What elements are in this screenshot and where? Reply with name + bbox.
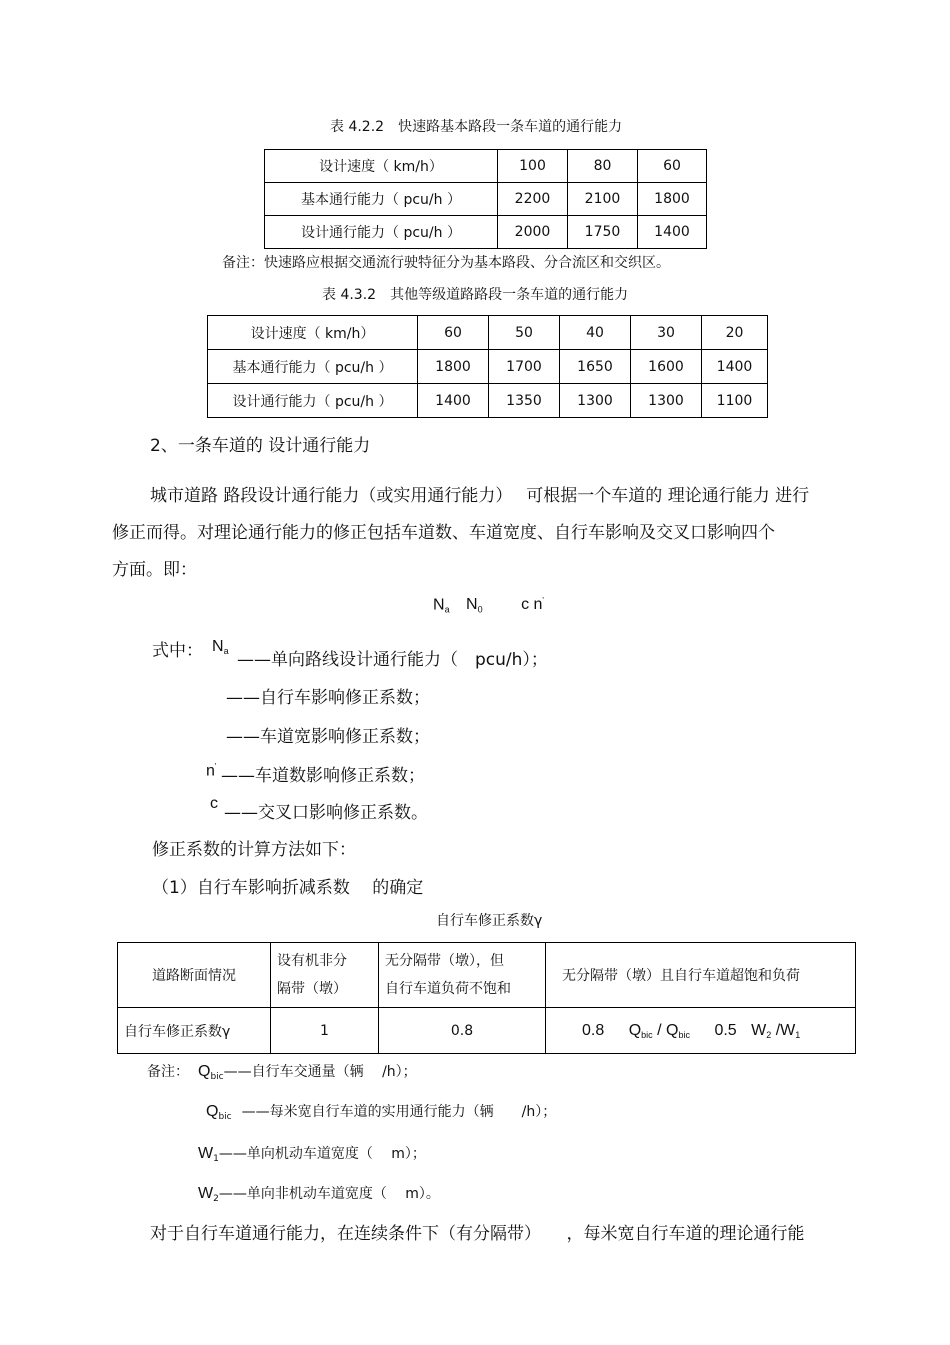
table2-cell: 1300: [631, 384, 702, 418]
table2-cell: 设计速度（ km/h）: [208, 316, 418, 350]
table2-cell: 30: [631, 316, 702, 350]
table3-header-cell: 设有机非分 隔带（墩）: [271, 943, 379, 1008]
formula-na: N: [433, 596, 445, 614]
table1-note: 备注：快速路应根据交通流行驶特征分为基本路段、分合流区和交织区。: [222, 255, 670, 271]
table2-cell: 1700: [489, 350, 560, 384]
table3-cell: 0.8: [379, 1008, 546, 1054]
table1-cell: 1400: [638, 216, 707, 249]
table2-cell: 40: [560, 316, 631, 350]
formula-n0-sub: 0: [477, 604, 483, 615]
definition-line: ——交叉口影响修正系数。: [224, 803, 428, 823]
table1: [264, 149, 707, 249]
paragraph-line: 城市道路 路段设计通行能力（或实用通行能力） 可根据一个车道的 理论通行能力 进行: [150, 486, 810, 506]
table2-cell: 1350: [489, 384, 560, 418]
table1-cell: 设计速度（ km/h）: [265, 150, 498, 183]
formula-prime: ': [542, 596, 544, 605]
table2-cell: 1300: [560, 384, 631, 418]
table3-caption: 自行车修正系数γ: [436, 913, 543, 929]
subheading: （1）自行车影响折减系数 的确定: [152, 878, 424, 898]
formula-n0: N: [466, 596, 478, 614]
table1-cell: 2200: [498, 183, 568, 216]
notes2-label: 备注：: [147, 1064, 189, 1080]
table3-header-cell: 无分隔带（墩）且自行车道超饱和负荷: [546, 943, 856, 1008]
method-intro: 修正系数的计算方法如下：: [152, 840, 356, 860]
table1-cell: 2100: [568, 183, 638, 216]
paragraph-line: 方面。即：: [112, 560, 197, 580]
table3: [117, 942, 856, 1054]
table2-cell: 1650: [560, 350, 631, 384]
note-w2: $W_2——$单向非机动车道宽度（ m）。: [198, 1185, 440, 1204]
table3-header-cell: 无分隔带（墩），但 自行车道负荷不饱和: [379, 943, 546, 1008]
formula: [433, 596, 544, 614]
table2-cell: 1100: [702, 384, 768, 418]
table2-cell: 1400: [418, 384, 489, 418]
paragraph-line: 修正而得。对理论通行能力的修正包括车道数、车道宽度、自行车影响及交叉口影响四个: [112, 523, 775, 543]
table1-cell: 60: [638, 150, 707, 183]
def-c-symbol: c: [210, 795, 218, 812]
table3-formula-cell: 0.8 $Q_{bic} / Q_{bic}$ 0.5 $W_2$ $/W_1$: [546, 1008, 856, 1054]
table1-cell: 100: [498, 150, 568, 183]
definition-line: ——车道数影响修正系数；: [221, 766, 425, 786]
def-n-symbol: n': [206, 762, 217, 780]
table2-cell: 设计通行能力（ pcu/h ）: [208, 384, 418, 418]
table2-cell: 20: [702, 316, 768, 350]
table1-cell: 基本通行能力（ pcu/h ）: [265, 183, 498, 216]
table2-cell: 1800: [418, 350, 489, 384]
note-q1: $Q_{bic}——$自行车交通量（辆 /h）；: [198, 1063, 417, 1082]
table1-cell: 设计通行能力（ pcu/h ）: [265, 216, 498, 249]
table3-cell: 自行车修正系数γ: [118, 1008, 271, 1054]
table2-cell: 1600: [631, 350, 702, 384]
table2-caption: 表 4.3.2 其他等级道路路段一条车道的通行能力: [322, 287, 629, 303]
last-paragraph: 对于自行车道通行能力，在连续条件下（有分隔带） ，每米宽自行车道的理论通行能: [150, 1224, 805, 1244]
definitions-label: 式中：: [152, 641, 203, 661]
table1-cell: 1800: [638, 183, 707, 216]
table2-cell: 50: [489, 316, 560, 350]
table2: [207, 315, 768, 418]
note-q2: $Q_{bic}$ ——每米宽自行车道的实用通行能力（辆 /h）；: [206, 1103, 557, 1122]
table2-cell: 基本通行能力（ pcu/h ）: [208, 350, 418, 384]
formula-na-sub: a: [444, 604, 450, 615]
section-heading: 2、一条车道的 设计通行能力: [150, 436, 371, 456]
definition-line: ——单向路线设计通行能力（ pcu/h）；: [237, 650, 548, 670]
definition-line: ——自行车影响修正系数；: [226, 688, 430, 708]
table1-caption: 表 4.2.2 快速路基本路段一条车道的通行能力: [330, 119, 623, 135]
table3-cell: 1: [271, 1008, 379, 1054]
table1-cell: 2000: [498, 216, 568, 249]
table1-cell: 1750: [568, 216, 638, 249]
formula-rest: c n: [521, 596, 543, 614]
definition-line: ——车道宽影响修正系数；: [226, 727, 430, 747]
note-w1: $W_1——$单向机动车道宽度（ m）；: [198, 1145, 426, 1164]
table3-header-cell: 道路断面情况: [118, 943, 271, 1008]
table1-cell: 80: [568, 150, 638, 183]
def-na-symbol: $N_a$: [212, 638, 229, 656]
table2-cell: 60: [418, 316, 489, 350]
table2-cell: 1400: [702, 350, 768, 384]
